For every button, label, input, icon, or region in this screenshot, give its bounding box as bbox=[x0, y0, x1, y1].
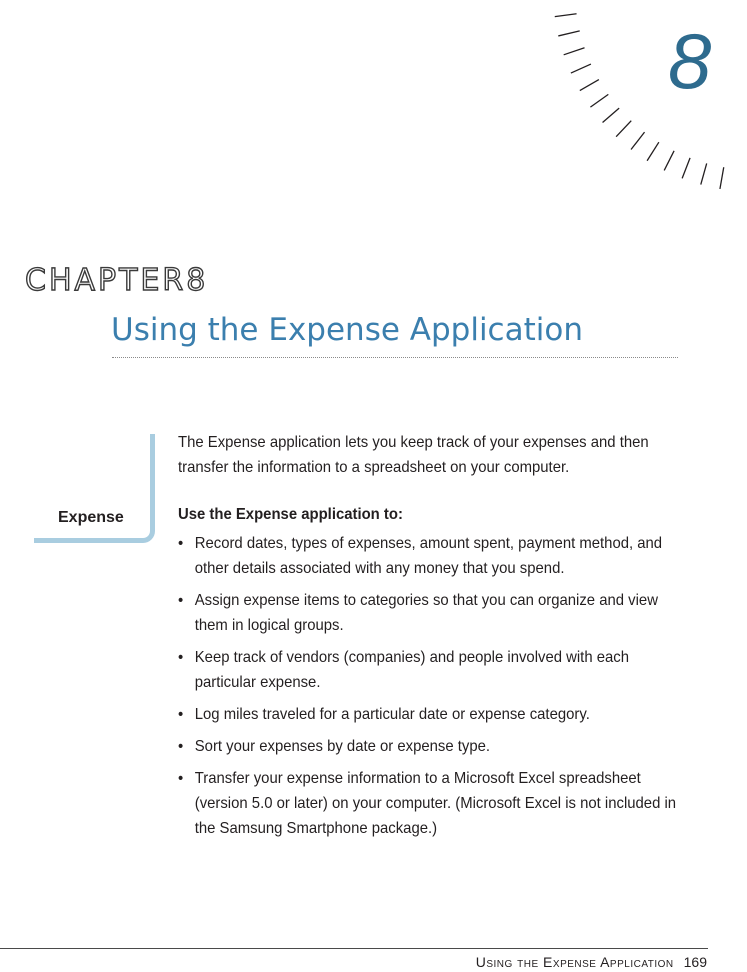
dial-tick bbox=[571, 64, 591, 73]
bullet-marker: • bbox=[178, 738, 184, 755]
dial-tick bbox=[701, 163, 707, 184]
running-title: Using the Expense Application bbox=[475, 954, 674, 970]
page-number: 169 bbox=[683, 954, 707, 970]
list-item-text: Sort your expenses by date or expense type. bbox=[194, 738, 491, 755]
dial-tick bbox=[631, 132, 645, 149]
dial-tick bbox=[647, 142, 659, 161]
chapter-title: Using the Expense Application bbox=[111, 312, 583, 348]
list-item bbox=[178, 702, 678, 727]
list-item bbox=[178, 588, 678, 638]
chapter-dial-graphic bbox=[0, 0, 747, 210]
intro-paragraph: The Expense application lets you keep track of your expenses and then transfer the information to a spreadsheet on your computer. bbox=[178, 434, 649, 476]
bullet-marker: • bbox=[178, 770, 184, 787]
bullet-marker: • bbox=[178, 706, 184, 723]
bullet-marker: • bbox=[178, 535, 184, 552]
subheading: Use the Expense application to: bbox=[178, 506, 403, 523]
chapter-number: 8 bbox=[668, 17, 712, 105]
chapter-label: CHAPTER8 bbox=[25, 263, 209, 298]
dial-tick bbox=[580, 80, 599, 91]
list-item-text: Record dates, types of expenses, amount spent, payment method, and other details associated with any money that you spend. bbox=[194, 535, 663, 577]
dial-tick bbox=[603, 108, 620, 122]
list-item-text: Log miles traveled for a particular date or expense category. bbox=[194, 706, 590, 723]
dial-tick bbox=[720, 167, 724, 189]
bullet-marker: • bbox=[178, 649, 184, 666]
dial-tick bbox=[558, 31, 579, 36]
list-item bbox=[178, 531, 678, 581]
bullet-marker: • bbox=[178, 592, 184, 609]
dial-tick bbox=[555, 14, 577, 17]
list-item bbox=[178, 645, 678, 695]
dial-tick bbox=[616, 121, 631, 137]
dial-tick bbox=[682, 158, 690, 179]
list-item-text: Assign expense items to categories so that you can organize and view them in logical groups. bbox=[194, 592, 658, 634]
list-item-text: Keep track of vendors (companies) and people involved with each particular expense. bbox=[194, 649, 629, 691]
list-item bbox=[178, 734, 678, 759]
page-footer bbox=[476, 954, 707, 970]
dial-tick bbox=[664, 151, 674, 171]
list-item-text: Transfer your expense information to a Microsoft Excel spreadsheet (version 5.0 or later) on your computer. (Microsoft Excel is not included in the Samsung Smartphone package.) bbox=[194, 770, 677, 837]
title-divider bbox=[112, 357, 678, 358]
dial-tick bbox=[590, 94, 608, 107]
body-content bbox=[178, 430, 677, 848]
list-item bbox=[178, 766, 678, 841]
section-tab-label: Expense bbox=[58, 509, 124, 526]
dial-tick bbox=[564, 48, 585, 55]
feature-list bbox=[178, 531, 677, 841]
footer-divider bbox=[0, 948, 708, 949]
